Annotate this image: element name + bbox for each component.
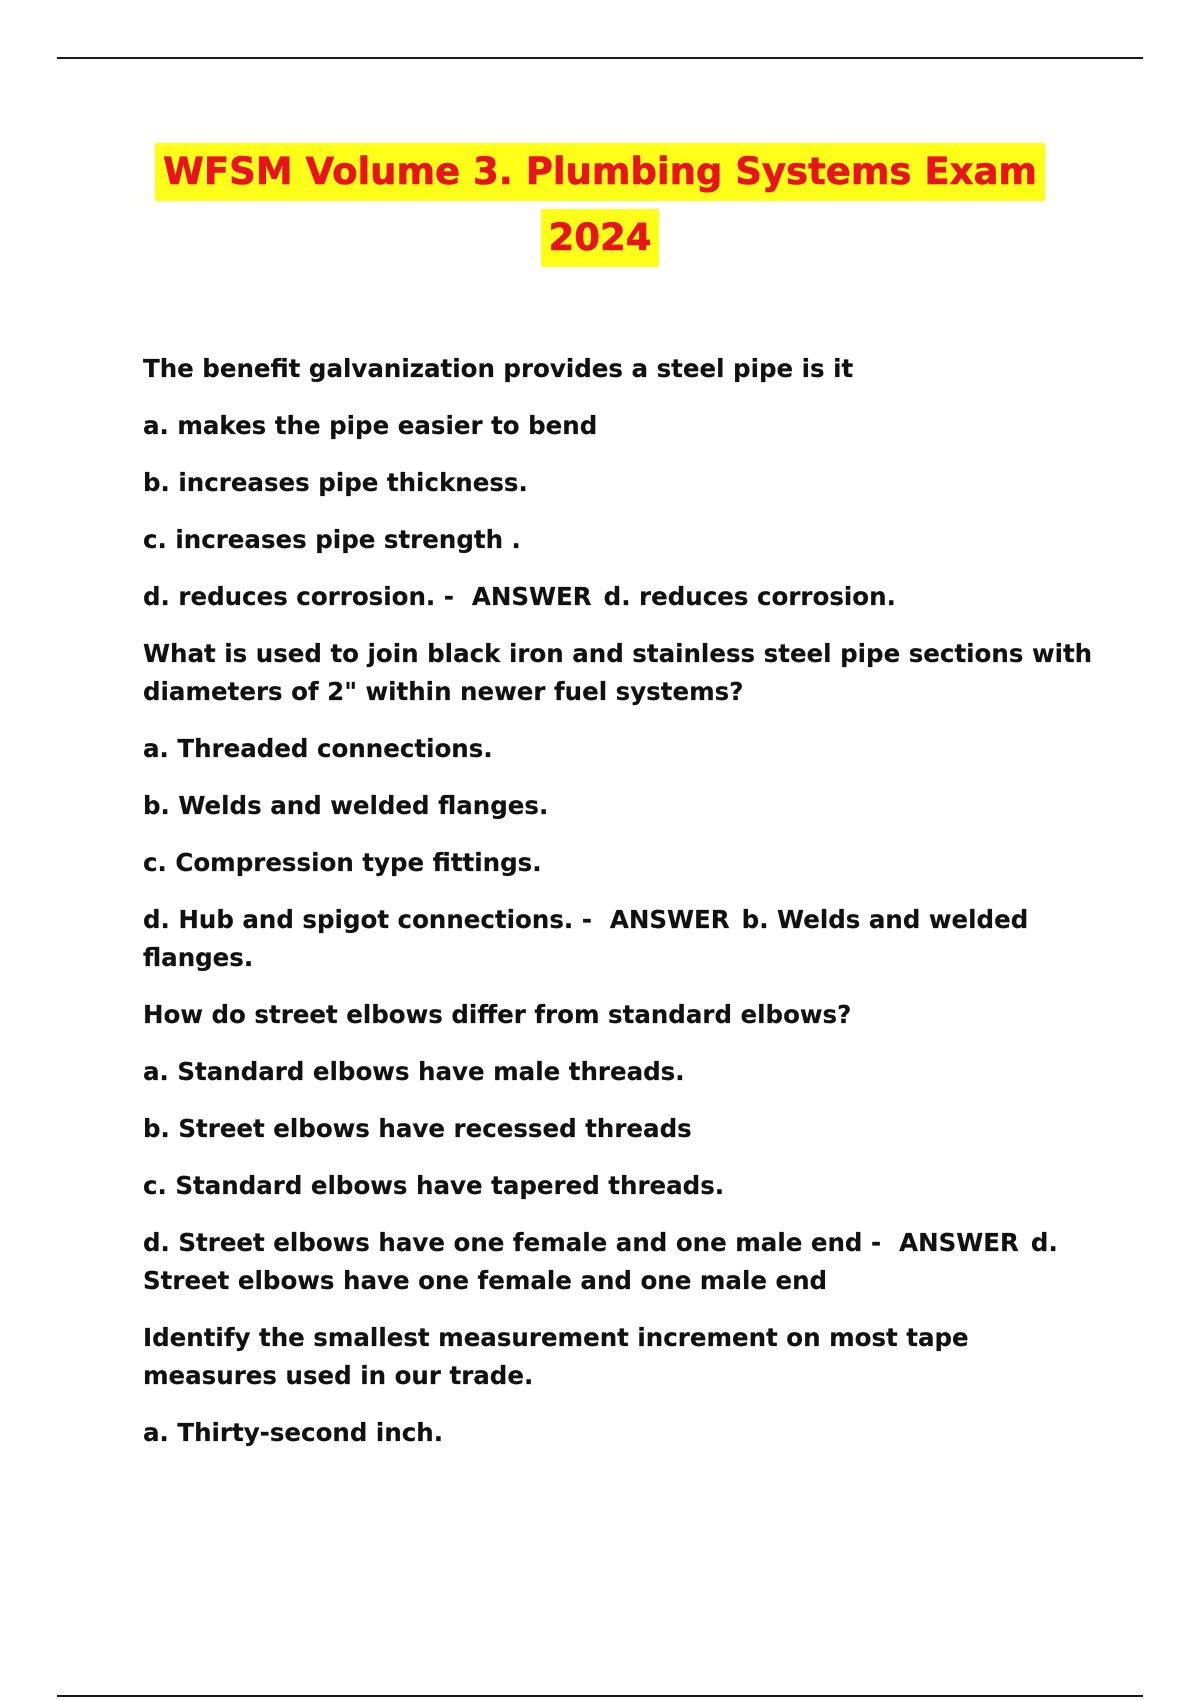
question-3-option-b: b. Street elbows have recessed threads (143, 1114, 692, 1143)
question-1-option-b: b. increases pipe thickness. (143, 468, 528, 497)
question-1-answer: d. reduces corrosion. (603, 582, 896, 611)
question-2-option-c: c. Compression type fittings. (143, 848, 542, 877)
question-3-option-d: d. Street elbows have one female and one male end - (143, 1228, 882, 1257)
question-3-text: How do street elbows differ from standard elbows? (143, 1000, 852, 1029)
question-3-option-a: a. Standard elbows have male threads. (143, 1057, 685, 1086)
question-2-option-a: a. Threaded connections. (143, 734, 493, 763)
top-rule (57, 57, 1143, 59)
question-4-text: Identify the smallest measurement increment on most tape measures used in our trade. (143, 1323, 969, 1390)
question-1-option-d: d. reduces corrosion. - (143, 582, 454, 611)
question-1-option-d-answer (143, 578, 1103, 616)
question-2-option-b: b. Welds and welded flanges. (143, 791, 549, 820)
title-line-1: WFSM Volume 3. Plumbing Systems Exam (155, 143, 1045, 201)
answer-label: ANSWER (471, 582, 592, 611)
question-3-answer: d. Street elbows have one female and one male end (143, 1228, 1058, 1295)
question-2-text: What is used to join black iron and stainless steel pipe sections with diameters of 2" within newer fuel systems? (143, 639, 1093, 706)
answer-label: ANSWER (899, 1228, 1019, 1257)
question-2-option-d-answer (143, 901, 1103, 977)
question-3-option-d-answer (143, 1224, 1103, 1300)
question-4-option-a: a. Thirty-second inch. (143, 1418, 444, 1447)
document-title (0, 143, 1200, 267)
question-3-option-c: c. Standard elbows have tapered threads. (143, 1171, 725, 1200)
question-1-option-a: a. makes the pipe easier to bend (143, 411, 598, 440)
question-2-option-d: d. Hub and spigot connections. - (143, 905, 592, 934)
question-list (143, 350, 1103, 1471)
title-line-2: 2024 (541, 209, 660, 267)
question-1-text: The benefit galvanization provides a steel pipe is it (143, 354, 854, 383)
bottom-rule (57, 1695, 1143, 1697)
question-2-answer: b. Welds and welded flanges. (143, 905, 1029, 972)
question-1-option-c: c. increases pipe strength . (143, 525, 521, 554)
answer-label: ANSWER (609, 905, 730, 934)
